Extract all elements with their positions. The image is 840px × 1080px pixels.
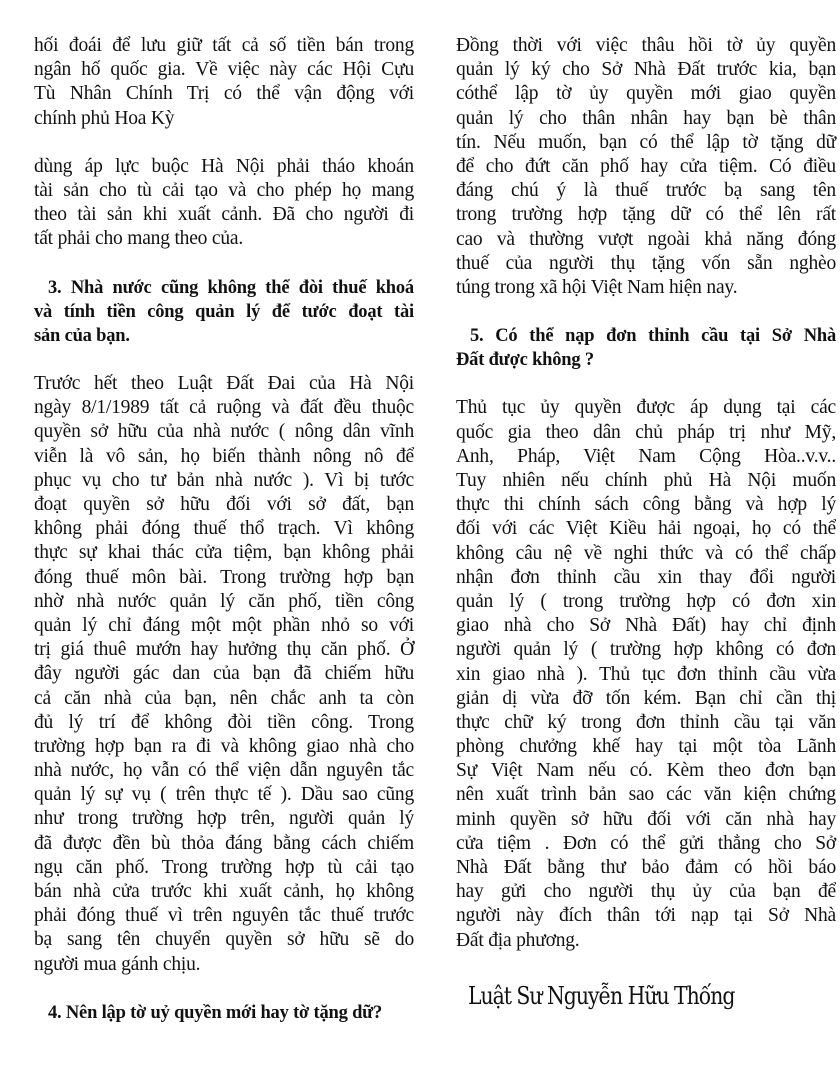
author-signature: Luật Sư Nguyễn Hữu Thống xyxy=(468,982,735,1010)
text-line: người quản lý ( trường hợp không có đơn xyxy=(456,639,836,661)
text-line: đóng thuế môn bài. Trong trường hợp bạn xyxy=(34,566,414,588)
text-line: 3. Nhà nước cũng không thể đòi thuế khoá xyxy=(48,277,414,298)
paragraph-pressure xyxy=(34,155,414,252)
text-line: và tính tiền công quản lý để tước đoạt tài xyxy=(34,301,414,322)
right-column xyxy=(456,34,836,953)
left-column xyxy=(34,34,414,1025)
paragraph-continuation xyxy=(34,34,414,131)
text-line: đã được đền bù thỏa đáng bằng cách chiếm xyxy=(34,832,414,854)
text-line: quản lý ký cho Sở Nhà Đất trước kia, bạn xyxy=(456,59,836,81)
paragraph-gap xyxy=(456,372,836,396)
text-line: trong trường hợp tặng dữ có thể lên rất xyxy=(456,204,836,226)
text-line: đủ lý trí để không đòi tiền công. Trong xyxy=(34,711,414,733)
text-line: trị giá thuê mướn hay hưởng thụ căn phố. Ở xyxy=(34,639,414,661)
text-line: không câu nệ về nghi thức và có thể chấp xyxy=(456,542,836,564)
text-line: 5. Có thể nạp đơn thỉnh cầu tại Sở Nhà xyxy=(470,326,836,347)
text-line: không phải đóng thuế thổ trạch. Vì không xyxy=(34,518,414,540)
text-line: trường hợp bạn ra đi và không giao nhà cho xyxy=(34,735,414,757)
text-line: Tù Nhân Chính Trị có thể vận động với xyxy=(34,83,414,105)
text-line: phục vụ cho tư bản nhà nước ). Vì bị tước xyxy=(34,469,414,491)
text-line: Đất địa phương. xyxy=(456,929,580,951)
text-line: nên xuất trình bản sao các văn kiện chứng xyxy=(456,784,836,806)
text-line: đối với các Việt Kiều hải ngoại, họ có thể xyxy=(456,518,836,540)
text-line: Sự Việt Nam nếu có. Kèm theo đơn bạn xyxy=(456,760,836,782)
text-line: dùng áp lực buộc Hà Nội phải tháo khoán xyxy=(34,155,414,177)
text-line: đoạt quyền sở hữu đối với sở đất, bạn xyxy=(34,494,414,515)
paragraph-land-law xyxy=(34,372,414,977)
section-heading-4 xyxy=(34,1001,414,1025)
paragraph-gap xyxy=(456,300,836,324)
text-line: quản lý chỉ đáng một một phần nhỏ so với xyxy=(34,614,414,636)
text-line: thuế của người thụ tặng vốn sẵn nghèo xyxy=(456,252,836,274)
text-line: bạ sang tên chuyển quyền sở hữu sẽ do xyxy=(34,929,414,951)
text-line: quốc gia theo dân chủ pháp trị như Mỹ, xyxy=(456,421,836,443)
text-line: bán nhà cửa trước khi xuất cảnh, họ không xyxy=(34,881,414,902)
text-line: ngân hố quốc gia. Về việc này các Hội Cựu xyxy=(34,59,414,81)
text-line: Thủ tục ủy quyền được áp dụng tại các xyxy=(456,397,836,419)
paragraph-gap xyxy=(34,348,414,372)
paragraph-power-of-attorney xyxy=(456,34,836,300)
text-line: thực sự khai thác cửa tiệm, bạn không phải xyxy=(34,542,414,564)
text-line: quản lý sự vụ ( trên thực tế ). Dầu sao cũng xyxy=(34,784,414,806)
text-line: Tuy nhiên nếu chính phủ Hà Nội muốn xyxy=(456,470,836,491)
text-line: cao và thường vượt ngoài khả năng đóng xyxy=(456,228,836,250)
text-line: nhận đơn thỉnh cầu xin thay đổi người xyxy=(456,566,836,588)
text-line: ngụ căn phố. Trong trường hợp tù cải tạo xyxy=(34,856,414,878)
text-line: xin giao nhà ). Thủ tục đơn thỉnh cầu vừa xyxy=(456,663,836,685)
text-line: nhà nước, họ vẫn có thể viện dẫn nguyên tắc xyxy=(34,760,414,782)
text-line: đáng chú ý là thuế trước bạ sang tên xyxy=(456,180,836,202)
paragraph-petition xyxy=(456,396,836,952)
text-line: quản lý ( trong trường hợp có đơn xin xyxy=(456,590,836,612)
text-line: đây người gác dan của bạn đã chiếm hữu xyxy=(34,663,414,685)
paragraph-gap xyxy=(34,252,414,276)
text-line: quyền sở hữu của nhà nước ( nông dân vĩnh xyxy=(34,421,414,443)
text-line: hối đoái để lưu giữ tất cả số tiền bán trong xyxy=(34,35,414,56)
text-line: giao nhà cho Sở Nhà Đất) hay chỉ định xyxy=(456,615,836,637)
paragraph-gap xyxy=(34,977,414,1001)
text-line: thực chữ ký trong đơn thỉnh cầu tại văn xyxy=(456,711,836,733)
text-line: để cho đứt căn phố hay cửa tiệm. Có điều xyxy=(456,155,836,177)
text-line: quản lý cho thân nhân hay bạn bè thân xyxy=(456,107,836,129)
text-line: chính phủ Hoa Kỳ xyxy=(34,107,175,129)
text-line: tất phải cho mang theo của. xyxy=(34,228,244,250)
text-line: giản dị vừa đỡ tốn kém. Bạn chỉ cần thị xyxy=(456,687,836,709)
text-line: cả căn nhà của bạn, nên chắc anh ta còn xyxy=(34,687,414,709)
text-line: phải đóng thuế vì trên nguyên tắc thuế trước xyxy=(34,905,414,927)
text-line: theo tài sản khi xuất cảnh. Đã cho người đi xyxy=(34,204,414,226)
section-heading-3 xyxy=(34,276,414,349)
text-line: ngày 8/1/1989 tất cả ruộng và đất đều thuộc xyxy=(34,397,414,419)
text-line: thực thi chính sách công bằng và hợp lý xyxy=(456,494,836,516)
text-line: tín. Nếu muốn, bạn có thể lập tờ tặng dữ xyxy=(456,131,836,153)
text-line: như trong trường hợp trên, người quản lý xyxy=(34,808,414,830)
text-line: hay gửi cho người thụ ủy của bạn để xyxy=(456,881,836,903)
text-line: cóthể lập tờ ủy quyền mới giao quyền xyxy=(456,83,836,105)
paragraph-gap xyxy=(34,131,414,155)
text-line: nhờ nhà nước quản lý căn phố, tiền công xyxy=(34,590,414,612)
text-line: Trước hết theo Luật Đất Đai của Hà Nội xyxy=(34,373,414,395)
text-line: túng trong xã hội Việt Nam hiện nay. xyxy=(456,276,738,298)
text-line: Nhà Đất bằng thư bảo đảm có hồi báo xyxy=(456,857,836,878)
text-line: người này đích thân tới nạp tại Sở Nhà xyxy=(456,905,836,927)
text-line: cửa tiệm . Đơn có thể gửi thẳng cho Sở xyxy=(456,832,836,854)
text-line: Anh, Pháp, Việt Nam Cộng Hòa..v.v.. xyxy=(456,445,836,467)
section-heading-5 xyxy=(456,324,836,372)
text-line: tài sản cho tù cải tạo và cho phép họ mang xyxy=(34,179,414,201)
text-line: người mua gánh chịu. xyxy=(34,953,201,975)
text-line: viễn là vô sản, họ biến thành nông nô để xyxy=(34,445,414,467)
text-line: Đồng thời với việc thâu hồi tờ ủy quyền xyxy=(456,35,836,56)
text-line: sản của bạn. xyxy=(34,325,130,346)
text-line: Đất được không ? xyxy=(456,350,594,371)
text-line: 4. Nên lập tờ uỷ quyền mới hay tờ tặng dữ? xyxy=(48,1002,383,1023)
text-line: minh quyền sở hữu đối với căn nhà hay xyxy=(456,808,836,830)
text-line: phòng chưởng khế hay tại một tòa Lãnh xyxy=(456,736,836,758)
